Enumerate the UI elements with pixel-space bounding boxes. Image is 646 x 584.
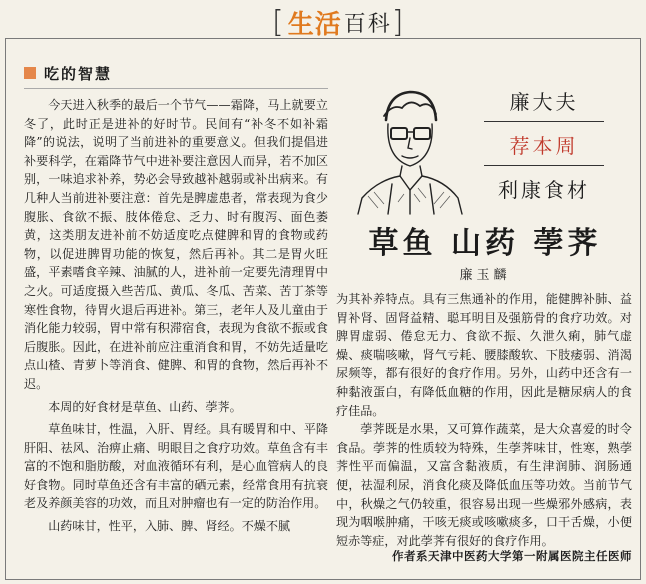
article-title: 草鱼 山药 荸荠	[368, 226, 602, 261]
left-paragraph: 山药味甘，性平，入肺、脾、肾经。不燥不腻	[48, 519, 291, 534]
section-title: 吃的智慧	[44, 64, 113, 83]
article-byline: 廉玉麟	[459, 268, 511, 283]
recommend-label: 荐本周	[484, 122, 604, 166]
left-paragraph: 本周的好食材是草鱼、山药、荸荠。	[48, 399, 242, 414]
author-note: 作者系天津中医药大学第一附属医院主任医师	[392, 549, 632, 563]
section-rule	[24, 88, 328, 89]
header-bracket-open: [	[272, 4, 284, 40]
right-column	[336, 290, 632, 550]
header-bracket-close: ]	[391, 4, 404, 40]
left-column	[24, 62, 328, 536]
left-paragraph: 今天进入秋季的最后一个节气——霜降，马上就要立冬了，此时正是进补的好时节。民间有“补冬不如补霜降”的说法，说明了当前进补的重要意义。但我们提倡进补要科学，在霜降节气中进补要注意因人而异，若不加区别，一味追求补养，势必会导致越补越弱或补出病来。有几种人当前进补要注意：首先是脾虚患者，常表现为食少腹胀、食欲不振、肢体倦怠、乏力、时有腹泻、面色萎黄，这类朋友进补前不妨适度吃点健脾和胃的食物或药物，以促进脾胃功能的恢复，然后再补。其二是胃火旺盛，平素嗜食辛辣、油腻的人，进补前一定要先清理胃中之火。可适度摄入些苦瓜、黄瓜、冬瓜、苦菜、苦丁茶等寒性食物，待胃火退后再进补。第三，老年人及儿童由于消化能力较弱，胃中常有积滞宿食，表现为食欲不振或食后腹胀。因此，在进补前应注重消食和胃，不妨先适量吃点山楂、青萝卜等消食、健脾、和胃的食物，然后再补不迟。	[24, 98, 328, 391]
section-heading	[24, 62, 328, 84]
doctor-name: 廉大夫	[484, 86, 604, 122]
right-paragraph: 荸荠既是水果，又可算作蔬菜，是大众喜爱的时令食品。荸荠的性质较为特殊，生荸荠味甘，性寒，熟荸荠性平而偏温，又富含黏液质，有生津润肺、润肠通便，祛湿利尿，消食化痰及降低血压等功效。当前节气中，秋燥之气仍较重，很容易出现一些燥邪外感病，表现为咽喉肿痛，干咳无痰或咳嗽痰多，口干舌燥，小便短赤等症，对此荸荠有很好的食疗作用。	[336, 422, 632, 548]
doctor-portrait-illustration	[348, 80, 468, 215]
header-rest-text: 百科	[343, 11, 392, 37]
section-marker	[24, 67, 36, 79]
left-paragraph: 草鱼味甘，性温，入肝、胃经。具有暖胃和中、平降肝阳、祛风、治痹止痛、明眼目之食疗功效。草鱼含有丰富的不饱和脂肪酸，对血液循环有利，是心血管病人的良好食物。同时草鱼还含有丰富的硒元素，经常食用有抗衰老及养颜美容的功效，而且对肿瘤也有一定的防治作用。	[24, 422, 328, 511]
right-paragraph: 为其补养特点。具有三焦通补的作用，能健脾补肺、益胃补肾、固肾益精、聪耳明目及强筋骨的食疗功效。对脾胃虚弱、倦怠无力、食欲不振、久泄久痢，肺气虚燥、痰喘咳嗽，肾气亏耗、腰膝酸软、下肢痿弱、消渴尿频等，都有很好的食疗作用。另外，山药中还含有一种黏液蛋白，有降低血糖的作用，因此是糖尿病人的食疗佳品。	[336, 292, 632, 418]
column-header	[272, 4, 403, 40]
feature-subtitle: 利康食材	[498, 178, 590, 202]
recommender-box	[484, 86, 604, 203]
header-accent-text: 生活	[287, 9, 342, 40]
